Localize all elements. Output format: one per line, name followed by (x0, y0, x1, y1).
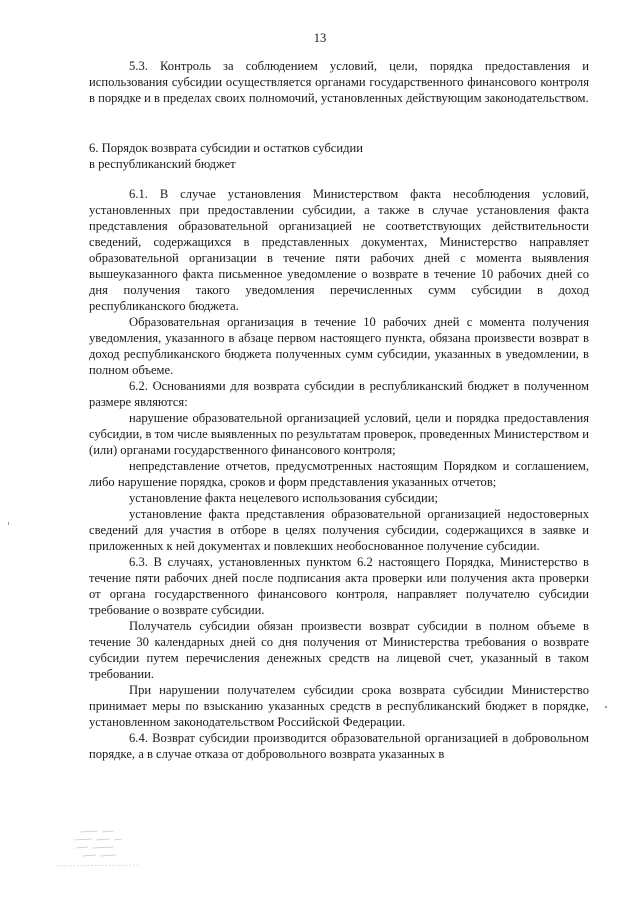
paragraph-6-1-second: Образовательная организация в течение 10 рабочих дней с момента получения уведомления, указанного в абзаце первом настоящего пункта, обязана произвести возврат в доход республиканского бюджета полученных сумм субсидии, указанных в уведомлении, в полном объеме. (89, 315, 589, 377)
paragraph-6-4: 6.4. Возврат субсидии производится образовательной организацией в добровольном порядке, а в случае отказа от добровольного возврата указанных в (89, 731, 589, 761)
faded-stamp-mark (52, 826, 142, 872)
scan-speck (605, 706, 607, 708)
paragraph-6-3-second: Получатель субсидии обязан произвести возврат субсидии в полном объеме в течение 30 календарных дней со дня получения от Министерства требования о возврате субсидии путем перечисления денежных средств на лицевой счет, указанный в таком требовании. (89, 619, 589, 681)
list-item: нарушение образовательной организацией условий, цели и порядка предоставления субсидии, в том числе выявленных по результатам проверок, проведенных Министерством и (или) органами государственного финансового контроля; (89, 411, 589, 457)
section-heading (89, 140, 589, 172)
paragraph-5-3: 5.3. Контроль за соблюдением условий, цели, порядка предоставления и использования субсидии осуществляется органами государственного финансового контроля в порядке и в пределах своих полномочий, установленных действующим законодательством. (89, 59, 589, 105)
list-item: непредставление отчетов, предусмотренных настоящим Порядком и соглашением, либо нарушение порядка, сроков и форм представления указанных отчетов; (89, 459, 589, 489)
paragraph-6-2-intro: 6.2. Основаниями для возврата субсидии в республиканский бюджет в полученном размере являются: (89, 379, 589, 409)
paragraph-6-3-third: При нарушении получателем субсидии срока возврата субсидии Министерство принимает меры по взысканию указанных средств в республиканский бюджет в порядке, установленном законодательством Российской Федерации. (89, 683, 589, 729)
list-item: установление факта представления образовательной организацией недостоверных сведений для участия в отборе в целях получения субсидии, содержащихся в заявке и приложенных к ней документах и повлекших необоснованное получение субсидии. (89, 507, 589, 553)
paragraph-6-1: 6.1. В случае установления Министерством факта несоблюдения условий, установленных при предоставлении субсидии, а также в случае установления факта представления образовательной организацией не соответствующих действительности сведений, содержащихся в представленных документах, Министерство направляет образовательной организации в течение пяти рабочих дней с момента выявления вышеуказанного факта письменное уведомление о возврате в течение 10 рабочих дней со дня получения такого уведомления перечисленных сумм субсидии в доход республиканского бюджета. (89, 187, 589, 313)
heading-line-2: в республиканский бюджет (89, 157, 236, 171)
section-5-3 (89, 58, 589, 106)
heading-line-1: 6. Порядок возврата субсидии и остатков субсидии (89, 141, 363, 155)
section-6-heading (89, 140, 589, 172)
scan-speck (8, 522, 9, 525)
section-6-body (89, 186, 589, 762)
page-number: 13 (313, 31, 327, 45)
paragraph-6-3: 6.3. В случаях, установленных пунктом 6.2 настоящего Порядка, Министерство в течение пяти рабочих дней после подписания акта проверки или получения акта проверки от органа государственного финансового контроля, направляет получателю субсидии требование о возврате субсидии. (89, 555, 589, 617)
list-item: установление факта нецелевого использования субсидии; (129, 491, 439, 505)
